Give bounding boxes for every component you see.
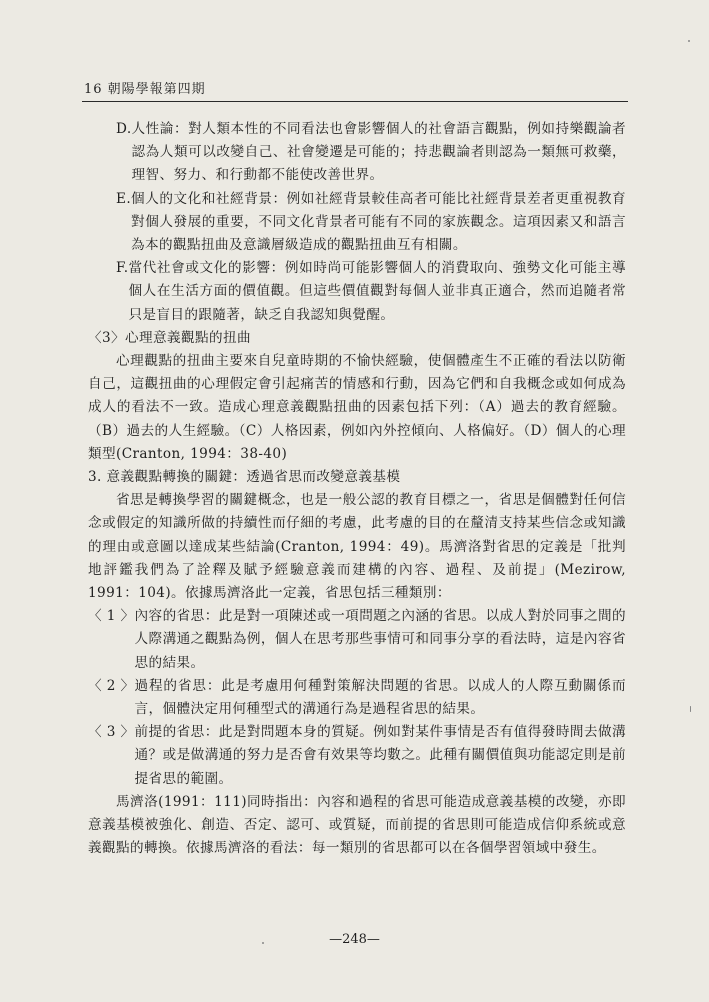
reflection-text: 內容的省思：此是對一項陳述或一項問題之內涵的省思。以成人對於同事之間的人際溝通之觀點為例，個人在思考那些事情可和同事分享的看法時，這是內容省思的結果。 <box>134 608 626 671</box>
factor-text: 人性論：對人類本性的不同看法也會影響個人的社會語言觀點，例如持樂觀論者認為人類可以改變自己、社會變遷是可能的；持悲觀論者則認為一類無可救藥，理智、努力、和行動都不能使改善世界。 <box>131 121 626 184</box>
factor-item-e <box>116 188 626 258</box>
reflection-label: 〈 1 〉 <box>88 608 135 625</box>
reflection-item <box>88 605 626 675</box>
page-number: —248— <box>329 932 380 947</box>
reflection-label: 〈 3 〉 <box>88 724 135 741</box>
section-paragraph: 省思是轉換學習的關鍵概念，也是一般公認的教育目標之一，省思是個體對任何信念或假定的知識所做的持續性而仔細的考慮，此考慮的目的在釐清支持某些信念或知識的理由或意圖以達成某些結論(Cranton, 1994：49)。馬濟洛對省思的定義是「批判地評鑑我們為了詮釋及賦予經驗意義而建構的內容、過程、及前提」(Mezirow, 1991：104)。依據馬濟洛此一定義，省思包括三種類別： <box>88 492 626 602</box>
reflection-item <box>88 721 626 791</box>
reflection-text: 過程的省思：此是考慮用何種對策解決問題的省思。以成人的人際互動關係而言，個體決定用何種型式的溝通行為是過程省思的結果。 <box>134 677 626 718</box>
reflection-label: 〈 2 〉 <box>88 677 135 694</box>
scan-speck <box>688 40 690 42</box>
body-text <box>88 118 626 861</box>
section-heading: 〈3〉心理意義觀點的扭曲 <box>88 329 251 346</box>
factor-list <box>88 118 626 327</box>
factor-label: F. <box>116 260 129 277</box>
section-heading: 3. 意義觀點轉換的關鍵：透過省思而改變意義基模 <box>88 469 401 486</box>
header-rule <box>82 101 628 102</box>
section-paragraph: 心理觀點的扭曲主要來自兒童時期的不愉快經驗，使個體產生不正確的看法以防衛自己，這觀扭曲的心理假定會引起痛苦的情感和行動，因為它們和自我概念或如何成為成人的看法不一致。造成心理意義觀點扭曲的因素包括下列：（A）過去的教育經驗。（B）過去的人生經驗。（C）人格因素，例如內外控傾向、人格偏好。（D）個人的心理類型(Cranton, 1994：38-40) <box>88 353 626 462</box>
factor-item-f <box>116 257 626 327</box>
closing-paragraph: 馬濟洛(1991：111)同時指出：內容和過程的省思可能造成意義基模的改變，亦即意義基模被強化、創造、否定、認可、或質疑，而前提的省思則可能造成信仰系統或意義觀點的轉換。依據馬濟洛的看法：每一類別的省思都可以在各個學習領域中發生。 <box>88 793 626 857</box>
factor-text: 當代社會或文化的影響：例如時尚可能影響個人的消費取向、強勢文化可能主導個人在生活方面的價值觀。但這些價值觀對每個人並非真正適合，然而追隨者常只是盲目的跟隨著，缺乏自我認知與覺醒。 <box>128 260 626 323</box>
scan-speck <box>690 706 691 712</box>
running-header: 16 朝陽學報第四期 <box>84 82 206 97</box>
reflection-item <box>88 675 626 721</box>
factor-label: E. <box>116 190 132 207</box>
factor-label: D. <box>116 121 132 137</box>
factor-item-d <box>116 118 626 188</box>
factor-text: 個人的文化和社經背景：例如社經背景較佳高者可能比社經背景差者更重視教育對個人發展的重要，不同文化背景者可能有不同的家族觀念。這項因素又和語言為本的觀點扭曲及意識層級造成的觀點扭曲互有相關。 <box>131 190 626 254</box>
reflection-list <box>88 605 626 791</box>
scan-speck <box>262 942 264 944</box>
reflection-text: 前提的省思：此是對問題本身的質疑。例如對某件事情是否有值得發時間去做溝通？或是做溝通的努力是否會有效果等均數之。此種有關價值與功能認定則是前提省思的範圍。 <box>134 724 626 787</box>
